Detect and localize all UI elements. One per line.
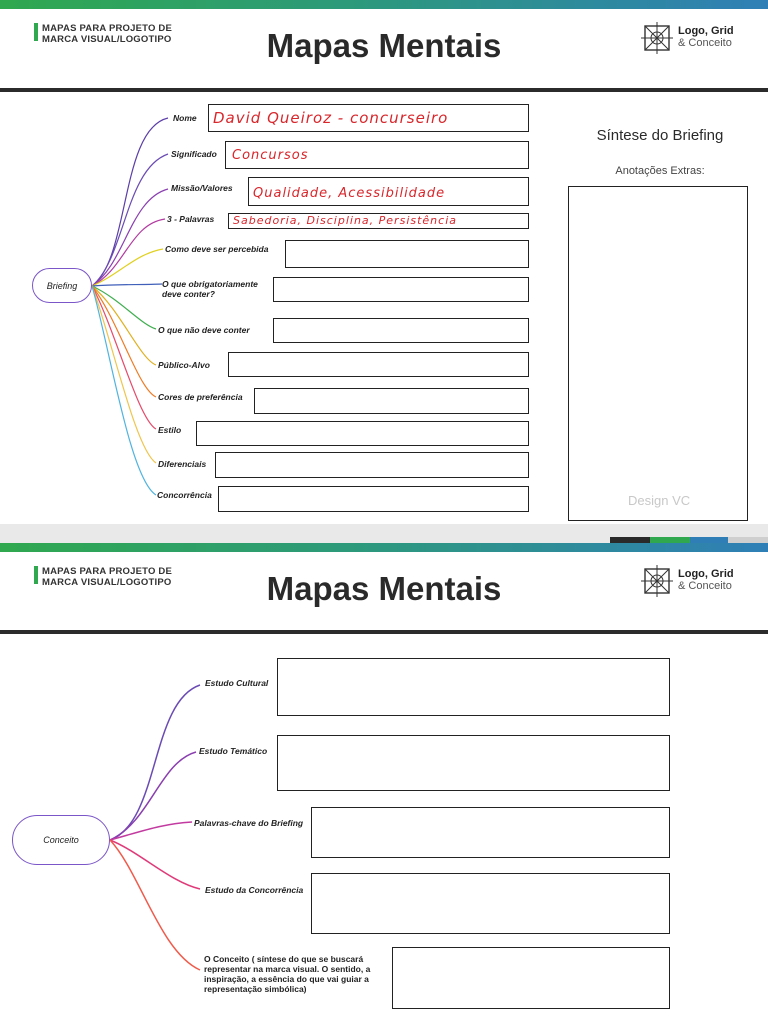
- grid-logo-icon: [640, 21, 674, 55]
- notes-label: Anotações Extras:: [615, 165, 705, 177]
- field-box-missao[interactable]: [248, 177, 529, 206]
- field-label-nome: Nome: [173, 113, 197, 123]
- notes-box[interactable]: [568, 186, 748, 521]
- handwritten-missao: Qualidade, Acessibilidade: [253, 186, 446, 201]
- subtitle-line-2: MARCA VISUAL/LOGOTIPO: [42, 577, 172, 588]
- field-label-significado: Significado: [171, 149, 217, 159]
- subtitle-line-2: MARCA VISUAL/LOGOTIPO: [42, 34, 172, 45]
- field-box-percebida[interactable]: [285, 240, 529, 268]
- field-label-conceito: O Conceito ( síntese do que se buscará representar na marca visual. O sentido, a inspiração, a essência do que vai guiar a representação simbólica): [204, 954, 371, 994]
- briefing-page: [0, 9, 768, 524]
- field-label-estudo-tematico: Estudo Temático: [199, 746, 268, 756]
- field-box-deve-conter[interactable]: [273, 277, 529, 302]
- field-box-publico[interactable]: [228, 352, 529, 377]
- field-box-estudo-cultural[interactable]: [277, 658, 670, 716]
- field-box-palavras[interactable]: [228, 213, 529, 229]
- field-label-estilo: Estilo: [158, 425, 182, 435]
- handwritten-nome: David Queiroz - concurseiro: [213, 109, 449, 127]
- field-box-diferenciais[interactable]: [215, 452, 529, 478]
- field-label-cores: Cores de preferência: [158, 392, 243, 402]
- top-gradient-bar: [0, 0, 768, 9]
- field-label-deve-conter: O que obrigatoriamente deve conter?: [162, 279, 258, 299]
- logo-line-1: Logo, Grid: [678, 25, 734, 37]
- field-label-palavras-chave: Palavras-chave do Briefing: [194, 818, 304, 828]
- field-label-concorrencia: Concorrência: [157, 490, 212, 500]
- brand-logo: [640, 21, 740, 55]
- field-label-publico: Público-Alvo: [158, 360, 210, 370]
- field-box-nome[interactable]: [208, 104, 529, 132]
- field-box-conceito[interactable]: [392, 947, 670, 1009]
- field-box-estilo[interactable]: [196, 421, 529, 446]
- field-label-nao-deve-conter: O que não deve conter: [158, 325, 250, 335]
- field-label-estudo-cultural: Estudo Cultural: [205, 678, 269, 688]
- field-label-percebida: Como deve ser percebida: [165, 244, 269, 254]
- field-box-concorrencia[interactable]: [311, 873, 670, 934]
- brand-logo: [640, 564, 740, 598]
- top-gradient-bar-2: [0, 543, 768, 552]
- page-title: Mapas Mentais: [266, 570, 502, 607]
- field-label-palavras: 3 - Palavras: [167, 214, 215, 224]
- subtitle-line-1: MAPAS PARA PROJETO DE: [42, 23, 173, 34]
- field-box-significado[interactable]: [225, 141, 529, 169]
- subtitle-line-1: MAPAS PARA PROJETO DE: [42, 566, 173, 577]
- field-label-missao: Missão/Valores: [171, 183, 233, 193]
- logo-line-1: Logo, Grid: [678, 568, 734, 580]
- briefing-root-node: Briefing: [32, 268, 92, 303]
- field-box-cores[interactable]: [254, 388, 529, 414]
- field-box-palavras-chave[interactable]: [311, 807, 670, 858]
- synthesis-title: Síntese do Briefing: [596, 127, 724, 144]
- design-vc-watermark: Design VC: [628, 493, 691, 508]
- field-label-concorrencia: Estudo da Concorrência: [205, 885, 304, 895]
- handwritten-palavras: Sabedoria, Disciplina, Persistência: [233, 214, 457, 227]
- field-box-estudo-tematico[interactable]: [277, 735, 670, 791]
- field-box-nao-deve-conter[interactable]: [273, 318, 529, 343]
- conceito-root-node: Conceito: [12, 815, 110, 865]
- logo-line-2: & Conceito: [678, 37, 732, 49]
- conceito-page: [0, 552, 768, 1024]
- page-title: Mapas Mentais: [266, 27, 502, 64]
- grid-logo-icon: [640, 564, 674, 598]
- handwritten-significado: Concursos: [232, 148, 309, 163]
- field-label-diferenciais: Diferenciais: [158, 459, 207, 469]
- field-box-concorrencia[interactable]: [218, 486, 529, 512]
- logo-line-2: & Conceito: [678, 580, 732, 592]
